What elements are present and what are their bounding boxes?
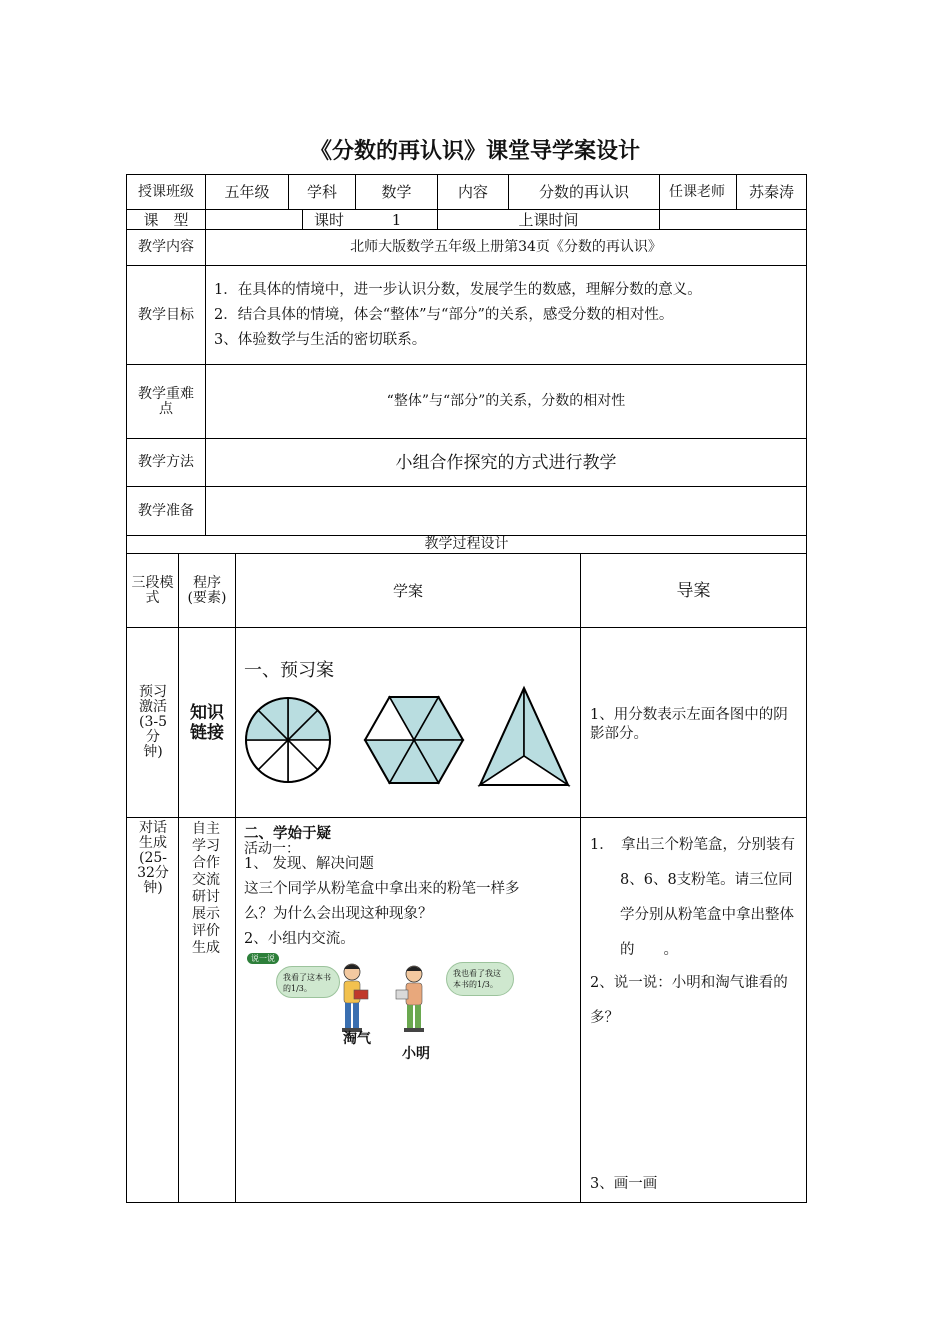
stage-2-guide-2: 2、说一说：小明和淘气谁看的多？	[590, 975, 788, 1026]
stage-header: 三段模式	[131, 574, 174, 606]
activity-line: 1、 发现、解决问题	[244, 856, 374, 872]
preparation-label: 教学准备	[138, 502, 194, 519]
goal-item: 3、体验数学与生活的密切联系。	[214, 332, 427, 348]
content-value: 分数的再认识	[538, 183, 629, 201]
hexagon-figure	[365, 697, 463, 783]
goal-item: 2．结合具体的情境，体会“整体”与“部分”的关系，感受分数的相对性。	[214, 307, 674, 323]
doubt-heading: 二、学始于疑	[244, 826, 331, 842]
teaching-goals-list	[214, 278, 804, 353]
activity-lines	[244, 852, 574, 952]
boy-xiaoming-figure	[396, 966, 424, 1032]
goal-item: 1．在具体的情境中，进一步认识分数，发展学生的数感，理解分数的意义。	[214, 282, 702, 298]
activity-line: 么？为什么会出现这种现象？	[244, 906, 433, 922]
process-title: 教学过程设计	[424, 536, 509, 552]
stage-2-guide-3: 3、画一画	[590, 1176, 658, 1192]
stage-2-label: 对话生成(25-32分钟)	[137, 820, 169, 896]
activity-line: 2、小组内交流。	[244, 931, 355, 947]
method-label: 教学方法	[138, 454, 194, 470]
stage-2-guide-1: 1． 拿出三个粉笔盒，分别装有8、6、8支粉笔。请三位同学分别从粉笔盒中拿出整体的 。	[590, 837, 795, 958]
students-illustration	[330, 960, 440, 1040]
triangle-figure	[480, 688, 568, 785]
speech-bubble-right: 我也看了我这本书的1/3。	[446, 962, 514, 996]
class-label: 授课班级	[138, 183, 194, 200]
badge-talk: 说一说	[247, 953, 279, 964]
stage-2-procedure: 自主学习合作交流研讨展示评价生成	[192, 821, 220, 956]
subject-label: 学科	[306, 183, 337, 201]
teaching-content-value: 北师大版数学五年级上册第34页《分数的再认识》	[350, 239, 662, 255]
hours-label: 课时	[313, 210, 344, 229]
time-label: 上课时间	[518, 210, 579, 229]
activity-label: 活动一：	[244, 841, 300, 857]
circle-figure	[246, 698, 330, 782]
teacher-value: 苏秦涛	[748, 183, 794, 201]
content-label: 内容	[457, 183, 488, 201]
page-title: 《分数的再认识》课堂导学案设计	[309, 139, 640, 164]
teacher-label: 任课老师	[669, 183, 725, 200]
key-points-label: 教学重难点	[138, 385, 194, 417]
speech-bubble-left: 我看了这本书的1/3。	[276, 966, 340, 998]
activity-line: 这三个同学从粉笔盒中拿出来的粉笔一样多	[244, 881, 520, 897]
name-taoqi: 淘气	[343, 1031, 371, 1047]
class-value: 五年级	[224, 183, 270, 201]
stage-1-label: 预习激活(3-5分钟)	[138, 684, 167, 760]
stage-1-guide: 1、用分数表示左面各图中的阴影部分。	[590, 707, 788, 742]
subject-value: 数学	[381, 183, 412, 201]
procedure-header: 程序(要素)	[187, 574, 227, 606]
hours-value: 1	[391, 210, 402, 229]
preview-heading: 一、预习案	[244, 660, 334, 681]
knowledge-link-label: 知识链接	[190, 702, 224, 743]
boy-taoqi-figure	[342, 964, 368, 1032]
type-label: 课 型	[143, 210, 189, 229]
fraction-figures	[238, 680, 578, 800]
method-value: 小组合作探究的方式进行教学	[395, 452, 617, 473]
guide-plan-header: 导案	[676, 580, 711, 601]
teaching-content-label: 教学内容	[138, 239, 194, 255]
study-plan-header: 学案	[392, 581, 423, 600]
name-xiaoming: 小明	[402, 1046, 430, 1062]
teaching-goals-label: 教学目标	[138, 306, 194, 323]
key-points-value: “整体”与“部分”的关系，分数的相对性	[386, 393, 626, 409]
